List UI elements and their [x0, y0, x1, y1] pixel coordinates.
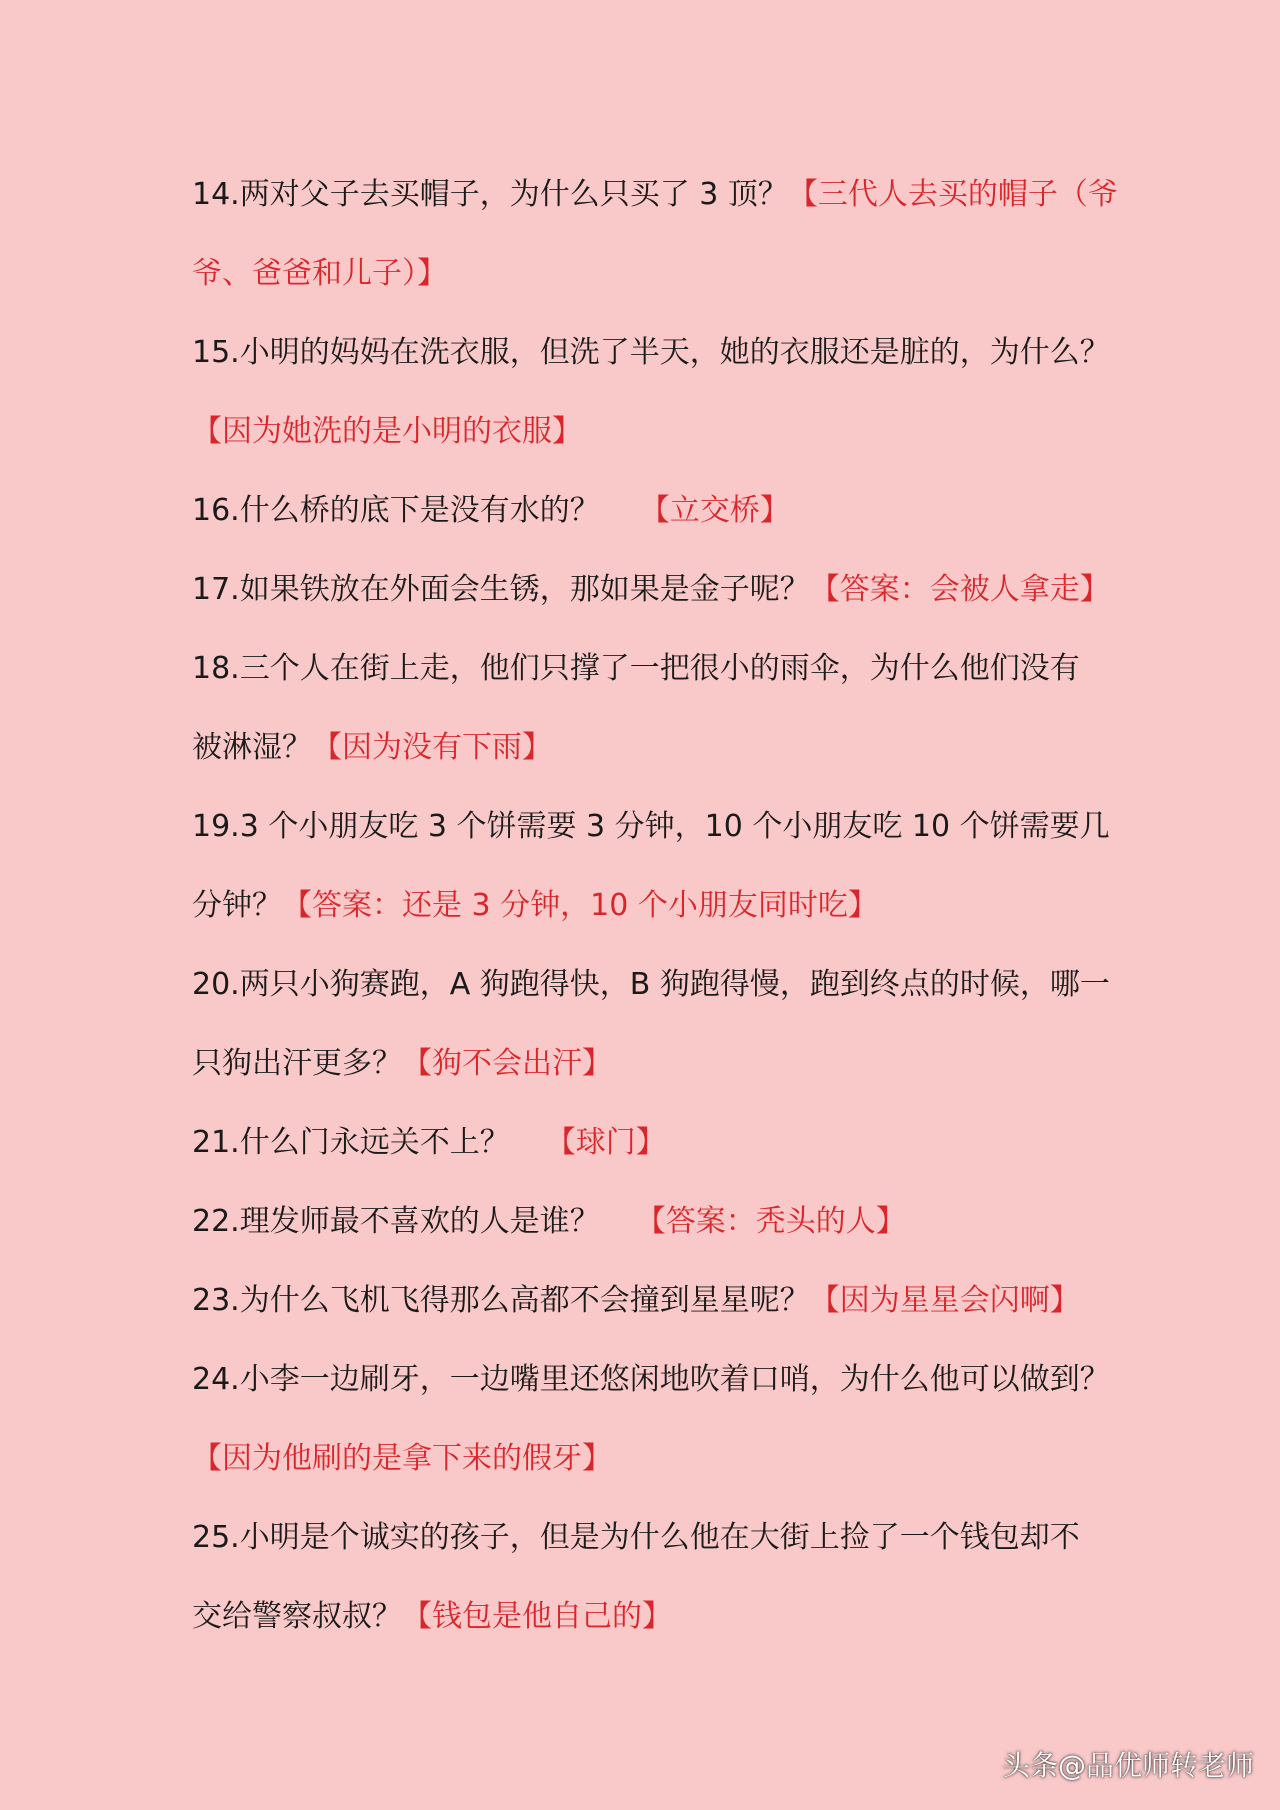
question-text: 20.两只小狗赛跑，A 狗跑得快，B 狗跑得慢，跑到终点的时候，哪一 [192, 967, 1110, 1002]
text-line [192, 1419, 1092, 1498]
text-line [192, 787, 1110, 866]
text-line [192, 392, 1092, 471]
answer-text: 【因为没有下雨】 [312, 730, 552, 765]
answer-text: 【狗不会出汗】 [402, 1046, 612, 1081]
answer-text: 【因为她洗的是小明的衣服】 [192, 414, 582, 449]
answer-text: 【答案：会被人拿走】 [809, 572, 1110, 607]
answer-text: 【因为星星会闪啊】 [809, 1283, 1080, 1318]
question-text: 分钟？ [192, 888, 282, 923]
question-text: 被淋湿？ [192, 730, 312, 765]
answer-text: 【答案：秃头的人】 [635, 1204, 906, 1239]
answer-text: 【球门】 [545, 1125, 666, 1160]
answer-text: 【三代人去买的帽子（爷 [787, 177, 1118, 212]
question-text: 18.三个人在街上走，他们只撑了一把很小的雨伞，为什么他们没有 [192, 651, 1080, 686]
question-text: 21.什么门永远关不上？ [192, 1125, 510, 1160]
text-line [192, 1182, 1092, 1261]
question-text: 19.3 个小朋友吃 3 个饼需要 3 分钟，10 个小朋友吃 10 个饼需要几 [192, 809, 1110, 844]
question-text: 14.两对父子去买帽子，为什么只买了 3 顶？ [192, 177, 788, 212]
text-line [192, 155, 1118, 234]
text-line [192, 1103, 1092, 1182]
riddle-list [192, 155, 1118, 1656]
text-line [192, 1498, 1092, 1577]
question-text: 交给警察叔叔？ [192, 1599, 402, 1634]
question-text: 16.什么桥的底下是没有水的？ [192, 493, 600, 528]
text-line [192, 866, 1092, 945]
question-text: 23.为什么飞机飞得那么高都不会撞到星星呢？ [192, 1283, 810, 1318]
question-text: 15.小明的妈妈在洗衣服，但洗了半天，她的衣服还是脏的，为什么？ [192, 335, 1110, 370]
watermark: 头条@品优师转老师 [1001, 1749, 1254, 1782]
text-line [192, 471, 1092, 550]
answer-text: 爷、爸爸和儿子）】 [192, 256, 447, 291]
question-text: 24.小李一边刷牙，一边嘴里还悠闲地吹着口哨，为什么他可以做到？ [192, 1362, 1110, 1397]
text-line [192, 313, 1110, 392]
question-text: 17.如果铁放在外面会生锈，那如果是金子呢？ [192, 572, 810, 607]
text-line [192, 1340, 1110, 1419]
question-text: 25.小明是个诚实的孩子，但是为什么他在大街上捡了一个钱包却不 [192, 1520, 1080, 1555]
text-line [192, 708, 1092, 787]
answer-text: 【因为他刷的是拿下来的假牙】 [192, 1441, 612, 1476]
question-text: 22.理发师最不喜欢的人是谁？ [192, 1204, 600, 1239]
text-line [192, 629, 1092, 708]
text-line [192, 234, 1092, 313]
answer-text: 【答案：还是 3 分钟，10 个小朋友同时吃】 [282, 888, 878, 923]
question-text: 只狗出汗更多？ [192, 1046, 402, 1081]
answer-text: 【立交桥】 [639, 493, 790, 528]
text-line [192, 1024, 1092, 1103]
text-line [192, 1261, 1092, 1340]
answer-text: 【钱包是他自己的】 [402, 1599, 672, 1634]
text-line [192, 550, 1110, 629]
text-line [192, 1577, 1092, 1656]
text-line [192, 945, 1110, 1024]
